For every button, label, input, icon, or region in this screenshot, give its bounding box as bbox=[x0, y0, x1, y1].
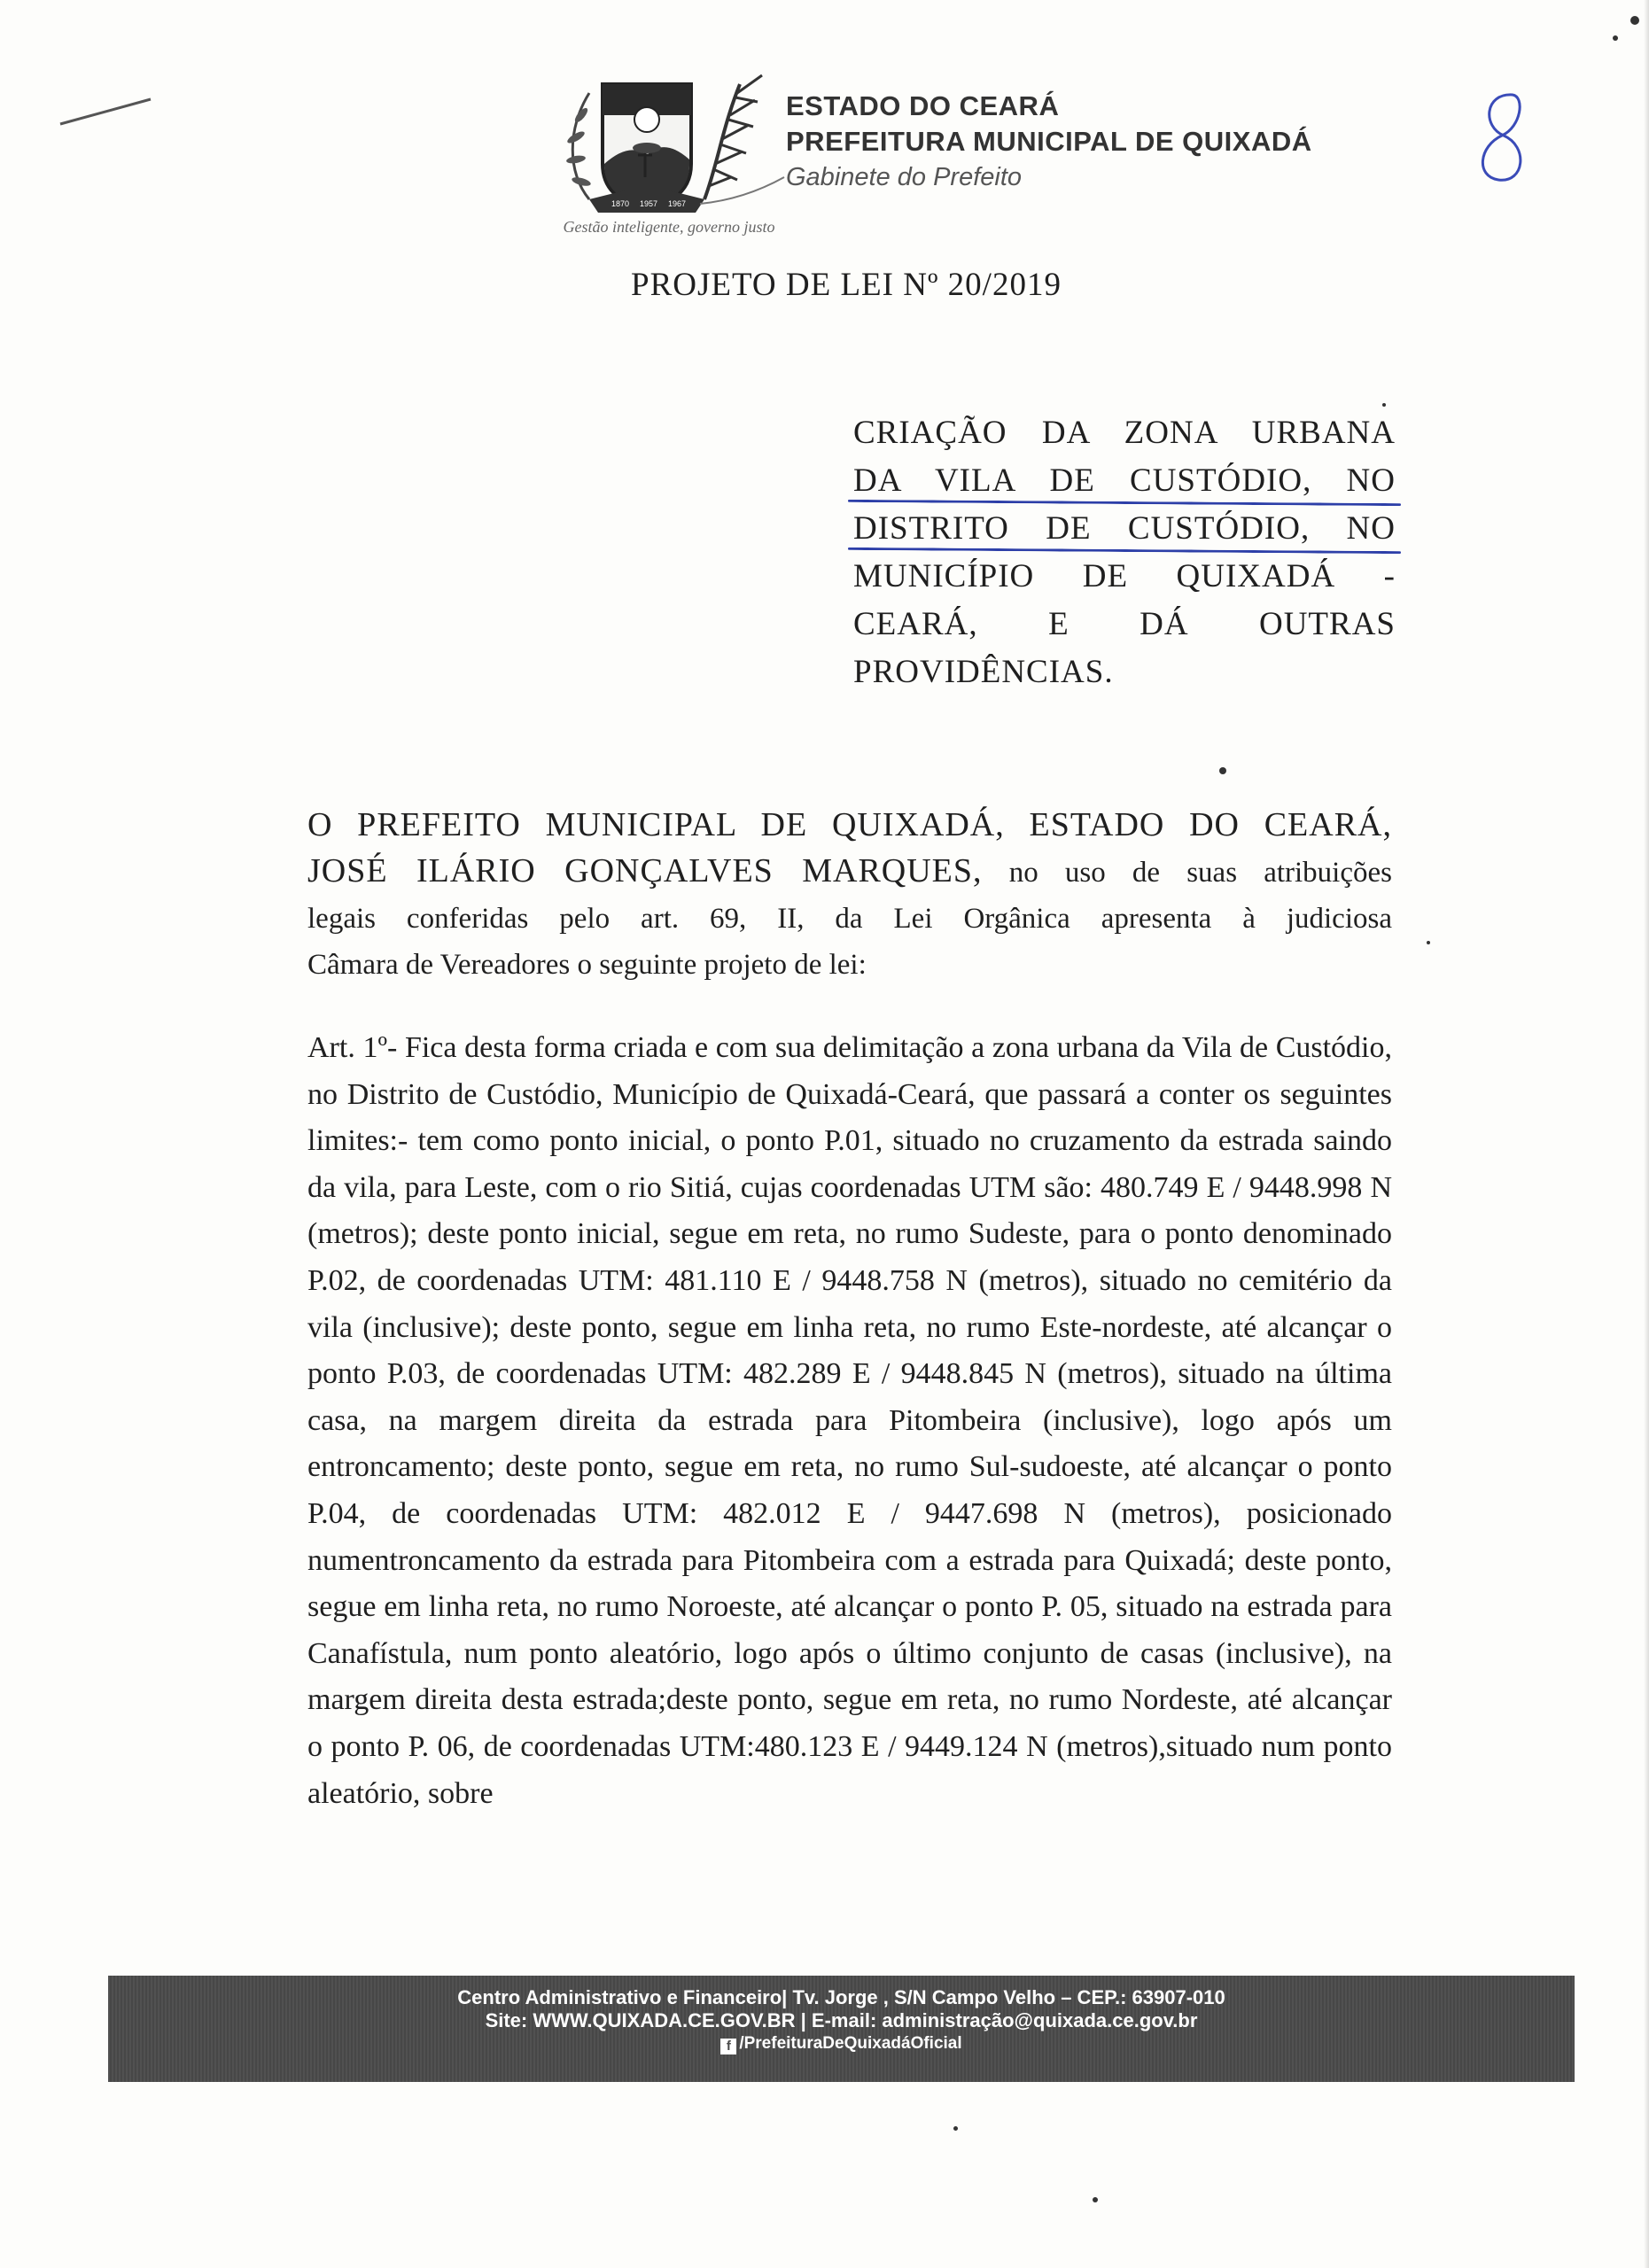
page-number-text: 8 bbox=[1466, 84, 1467, 85]
summary-line: CRIAÇÃO DA ZONA URBANA bbox=[853, 415, 1396, 451]
bill-summary bbox=[853, 409, 1396, 696]
footer-contact: Site: WWW.QUIXADA.CE.GOV.BR | E-mail: administração@quixada.ce.gov.br bbox=[485, 2009, 1198, 2031]
scan-speck bbox=[1613, 35, 1618, 41]
preamble-line: legais conferidas pelo art. 69, II, da Lei Orgânica apresenta à judiciosa bbox=[307, 903, 1392, 935]
scan-speck bbox=[1093, 2197, 1098, 2202]
footer-social-handle: /PrefeituraDeQuixadáOficial bbox=[739, 2034, 962, 2053]
scan-speck bbox=[1630, 16, 1639, 25]
summary-line: PROVIDÊNCIAS. bbox=[853, 654, 1114, 690]
handwritten-page-number bbox=[1466, 84, 1537, 190]
svg-text:1957: 1957 bbox=[640, 199, 658, 208]
prefecture-name: PREFEITURA MUNICIPAL DE QUIXADÁ bbox=[786, 126, 1312, 157]
facebook-icon: f bbox=[720, 2039, 736, 2054]
mayor-name: JOSÉ ILÁRIO GONÇALVES MARQUES, bbox=[307, 852, 983, 889]
preamble-line bbox=[307, 848, 1392, 896]
letterhead bbox=[541, 62, 1338, 248]
summary-line-underlined: DA VILA DE CUSTÓDIO, NO bbox=[853, 462, 1396, 499]
organization-block bbox=[786, 89, 1312, 195]
preamble-lead: O PREFEITO MUNICIPAL DE QUIXADÁ, ESTADO DO CEARÁ, bbox=[307, 806, 1392, 843]
summary-line bbox=[853, 505, 1396, 553]
footer-band bbox=[108, 1976, 1575, 2082]
article-1-text: Fica desta forma criada e com sua delimitação a zona urbana da Vila de Custódio, no Distrito de Custódio, Município de Quixadá-Ceará, que passará a conter os seguintes limites:- tem como ponto inicial, o ponto P.01, situado no cruzamento da estrada saindo da vila, para Leste, com o rio Sitiá, cujas coordenadas UTM são: 480.749 E / 9448.998 N (metros); deste ponto inicial, segue em reta, no rumo Sudeste, para o ponto denominado P.02, de coordenadas UTM: 481.110 E / 9448.758 N (metros), situado no cemitério da vila (inclusive); deste ponto, segue em linha reta, no rumo Este-nordeste, até alcançar o ponto P.03, de coordenadas UTM: 482.289 E / 9448.845 N (metros), situado na última casa, na margem direita da estrada para Pitombeira (inclusive), logo após um entroncamento; deste ponto, segue em reta, no rumo Sul-sudoeste, até alcançar o ponto P.04, de coordenadas UTM: 482.012 E / 9447.698 N (metros), posicionado numentroncamento da estrada para Pitombeira com a estrada para Quixadá; deste ponto, segue em linha reta, no rumo Noroeste, até alcançar o ponto P. 05, situado na estrada para Canafístula, num ponto aleatório, logo após o último conjunto de casas (inclusive), na margem direita desta estrada;deste ponto, segue em reta, no rumo Nordeste, até alcançar o ponto P. 06, de coordenadas UTM:480.123 E / 9449.124 N (metros),situado num ponto aleatório, sobre bbox=[307, 1031, 1392, 1810]
office-name: Gabinete do Prefeito bbox=[786, 163, 1023, 191]
document-title: PROJETO DE LEI Nº 20/2019 bbox=[631, 267, 1062, 303]
motto: Gestão inteligente, governo justo bbox=[563, 218, 775, 236]
preamble-line: Câmara de Vereadores o seguinte projeto de lei: bbox=[307, 949, 867, 981]
summary-line: CEARÁ, E DÁ OUTRAS bbox=[853, 606, 1396, 642]
scan-speck bbox=[953, 2126, 958, 2131]
state-name: ESTADO DO CEARÁ bbox=[786, 90, 1060, 121]
summary-line-underlined: DISTRITO DE CUSTÓDIO, NO bbox=[853, 510, 1396, 547]
footer-address: Centro Administrativo e Financeiro| Tv. Jorge , S/N Campo Velho – CEP.: 63907-010 bbox=[457, 1986, 1225, 2008]
scan-edge-shadow bbox=[1644, 0, 1649, 2268]
footer-social bbox=[108, 2032, 1575, 2055]
scan-speck bbox=[1219, 767, 1226, 774]
preamble bbox=[307, 802, 1392, 988]
article-1-paragraph bbox=[307, 1025, 1392, 1817]
pen-mark bbox=[53, 89, 159, 142]
summary-line: MUNICÍPIO DE QUIXADÁ - bbox=[853, 558, 1396, 594]
article-1 bbox=[307, 1025, 1392, 1817]
scan-speck bbox=[1427, 941, 1430, 944]
scan-speck bbox=[1382, 403, 1386, 407]
preamble-text: no uso de suas atribuições bbox=[982, 857, 1392, 889]
summary-line bbox=[853, 457, 1396, 505]
svg-text:1967: 1967 bbox=[668, 199, 687, 208]
municipal-seal-icon bbox=[541, 66, 797, 226]
article-1-label: Art. 1º- bbox=[307, 1031, 405, 1064]
svg-text:1870: 1870 bbox=[611, 199, 630, 208]
